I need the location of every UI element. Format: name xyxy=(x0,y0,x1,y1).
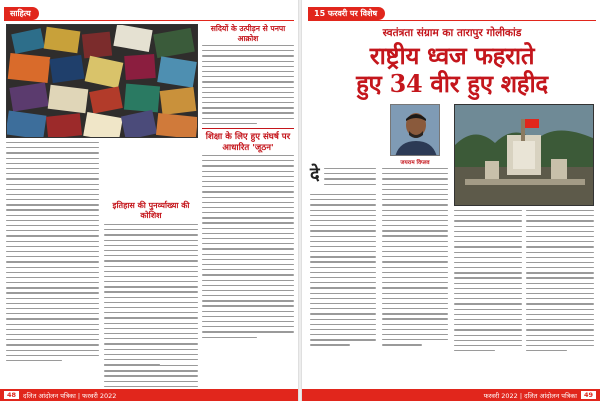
left-body-column-2b xyxy=(104,224,198,369)
headline-line-1: राष्ट्रीय ध्वज फहराते xyxy=(369,41,535,70)
left-section-header xyxy=(4,6,39,20)
left-footer xyxy=(0,389,298,401)
left-sidebar xyxy=(202,24,294,342)
left-section-tag: साहित्य xyxy=(4,7,39,20)
right-body-column-2 xyxy=(382,168,448,350)
left-body-column-1 xyxy=(6,142,99,361)
author-photo xyxy=(390,104,440,156)
author-name: जयराम विप्लव xyxy=(400,160,430,166)
sidebar-heading-oppression: सदियों के उत्पीड़न से पनपा आक्रोश xyxy=(210,24,286,43)
dropcap: दे xyxy=(310,164,320,185)
right-page-number: 49 xyxy=(581,391,596,399)
sidebar-text-block-2 xyxy=(202,155,294,338)
author-portrait-image xyxy=(391,105,440,156)
article-headline xyxy=(310,42,594,98)
left-header-rule xyxy=(4,20,294,21)
sidebar-divider xyxy=(202,128,294,129)
sidebar-heading-joothan: शिक्षा के लिए हुए संघर्ष पर आधारित 'जूठन' xyxy=(205,132,291,153)
headline-line-2: हुए 34 वीर हुए शहीद xyxy=(356,69,548,98)
right-page xyxy=(302,0,600,401)
memorial-photo xyxy=(454,104,594,206)
mid-heading-history: इतिहास की पुनर्व्याख्या की कोशिश xyxy=(112,200,190,220)
right-section-tag: 15 फरवरी पर विशेष xyxy=(308,7,385,20)
memorial-image xyxy=(455,105,594,206)
right-footer-text: फरवरी 2022 | दलित आंदोलन पत्रिका xyxy=(483,391,577,400)
right-body-column-4b xyxy=(526,210,594,355)
left-page xyxy=(0,0,298,401)
left-footer-text: दलित आंदोलन पत्रिका | फरवरी 2022 xyxy=(23,391,117,400)
left-page-number: 48 xyxy=(4,391,19,399)
right-footer xyxy=(302,389,600,401)
right-header-rule xyxy=(308,20,596,21)
right-section-header xyxy=(308,6,385,20)
books-photo xyxy=(6,24,198,138)
right-body-column-3 xyxy=(454,210,522,355)
right-body-column-1b xyxy=(310,194,376,350)
article-kicker: स्वतंत्रता संग्राम का तारापुर गोलीकांड xyxy=(382,27,522,39)
right-body-column-1 xyxy=(310,164,376,189)
sidebar-text-block-1 xyxy=(202,45,294,124)
books-stack-image xyxy=(7,25,198,138)
